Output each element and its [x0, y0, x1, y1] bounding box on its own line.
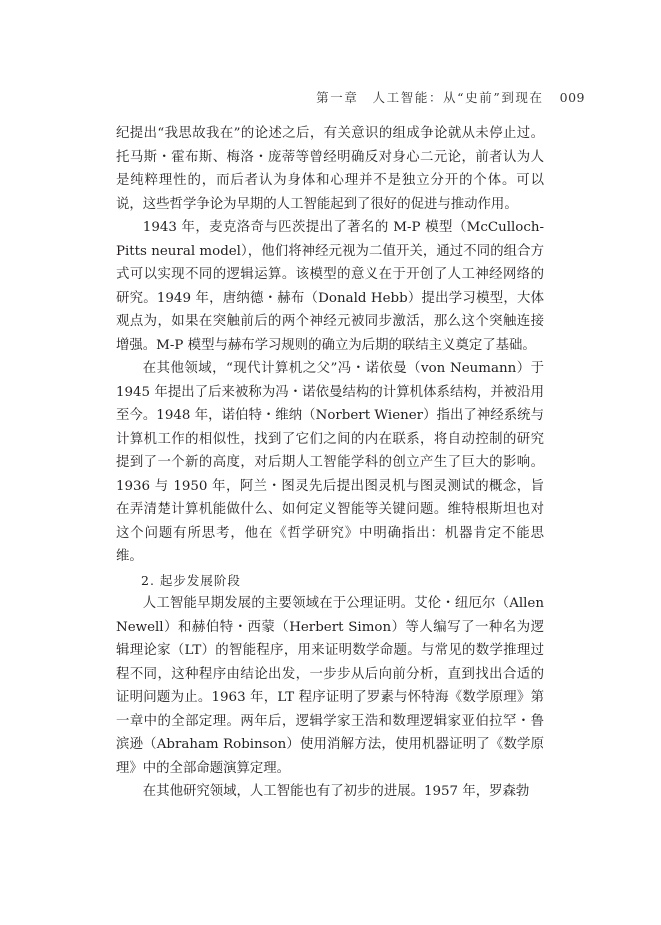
chapter-title: 第一章 人工智能：从“史前”到现在	[316, 90, 544, 105]
running-header	[316, 88, 585, 106]
paragraph-3: 在其他领域，“现代计算机之父”冯・诺依曼（von Neumann）于 1945 年提出了后来被称为冯・诺依曼结构的计算机体系结构，并被沿用至今。1948 年，诺伯特・维纳（Norbert Wiener）指出了神经系统与计算机工作的相似性，找到了它们之间的内在联系，将自动控制的研究提到了一个新的高度，对后期人工智能学科的创立产生了巨大的影响。1936 与 1950 年，阿兰・图灵先后提出图灵机与图灵测试的概念，旨在弄清楚计算机能做什么、如何定义智能等关键问题。维特根斯坦也对这个问题有所思考，他在《哲学研究》中明确指出：机器肯定不能思维。	[116, 361, 544, 564]
page-body	[116, 122, 544, 804]
page-number: 009	[559, 90, 585, 105]
paragraph-5: 在其他研究领域，人工智能也有了初步的进展。1957 年，罗森勃	[142, 784, 530, 799]
paragraph-1: 纪提出“我思故我在”的论述之后，有关意识的组成争论就从未停止过。托马斯・霍布斯、梅洛・庞蒂等曾经明确反对身心二元论，前者认为人是纯粹理性的，而后者认为身体和心理并不是独立分开的个体。可以说，这些哲学争论为早期的人工智能起到了很好的促进与推动作用。	[116, 126, 544, 212]
paragraph-4: 人工智能早期发展的主要领域在于公理证明。艾伦・纽厄尔（Allen Newell）和赫伯特・西蒙（Herbert Simon）等人编写了一种名为逻辑理论家（LT）的智能程序，用来证明数学命题。与常见的数学推理过程不同，这种程序由结论出发，一步步从后向前分析，直到找出合适的证明问题为止。1963 年，LT 程序证明了罗素与怀特海《数学原理》第一章中的全部定理。两年后，逻辑学家王浩和数理逻辑家亚伯拉罕・鲁滨逊（Abraham Robinson）使用消解方法，使用机器证明了《数学原理》中的全部命题演算定理。	[116, 596, 544, 776]
section-heading: 2. 起步发展阶段	[141, 572, 241, 588]
paragraph-2: 1943 年，麦克洛奇与匹茨提出了著名的 M-P 模型（McCulloch-Pitts neural model），他们将神经元视为二值开关，通过不同的组合方式可以实现不同的逻辑运算。该模型的意义在于开创了人工神经网络的研究。1949 年，唐纳德・赫布（Donald Hebb）提出学习模型，大体观点为，如果在突触前后的两个神经元被同步激活，那么这个突触连接增强。M-P 模型与赫布学习规则的确立为后期的联结主义奠定了基础。	[116, 220, 544, 353]
